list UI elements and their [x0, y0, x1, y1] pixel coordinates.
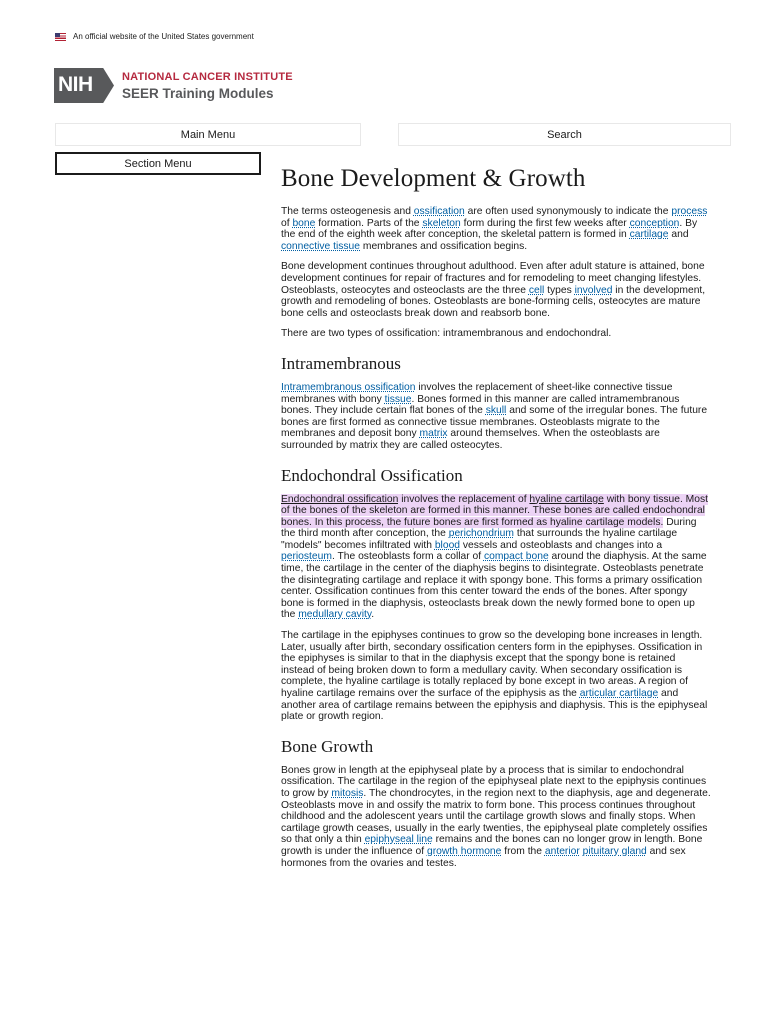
glossary-link-process[interactable]: process	[671, 206, 708, 217]
logo-product-name: SEER Training Modules	[122, 85, 274, 101]
paragraph-text: are often used synonymously to indicate the	[464, 206, 672, 217]
glossary-link-articular-cartilage[interactable]: articular cartilage	[579, 688, 659, 699]
section-menu-button[interactable]: Section Menu	[55, 152, 261, 175]
paragraph-text: membranes and ossification begins.	[360, 240, 528, 252]
glossary-link-cartilage[interactable]: cartilage	[629, 229, 669, 241]
paragraph-text: around the diaphysis. At the same time, the cartilage in the center of the diaphysis begins to disintegrate. Osteoblasts penetrate the disintegrating cartilage and replace it with spongy bone. This forms a primary ossification center. Ossification continues from this center toward the ends of the bones. After spongy bone is formed in the diaphysis, osteoclasts break down the newly formed bone to open up the	[281, 551, 707, 621]
glossary-link-epiphyseal-line[interactable]: epiphyseal line	[364, 834, 433, 846]
glossary-link-periosteum[interactable]: periosteum	[281, 551, 332, 563]
paragraph-text: from the	[501, 845, 545, 857]
paragraph-text: The terms osteogenesis and	[281, 206, 414, 217]
paragraph	[281, 261, 711, 319]
glossary-link-bone[interactable]: bone	[292, 217, 316, 229]
glossary-link-perichondrium[interactable]: perichondrium	[448, 528, 514, 540]
paragraph	[281, 494, 711, 622]
nih-logo-icon	[54, 68, 114, 103]
paragraph-text: . Bones formed in this manner are called intramembranous bones. They include certain flat bones of the	[281, 393, 680, 417]
glossary-link-matrix[interactable]: matrix	[419, 428, 448, 440]
paragraph-text: .	[371, 609, 375, 621]
content-sections	[281, 354, 711, 869]
section-heading-endochondral-ossification: Endochondral Ossification	[281, 465, 463, 485]
glossary-link-anterior[interactable]: anterior	[544, 845, 580, 857]
glossary-link-conception[interactable]: conception	[629, 217, 680, 229]
paragraph	[281, 382, 711, 452]
paragraph-text: . The chondrocytes, in the region next to the diaphysis, age and degenerate. Osteoblasts move in and ossify the matrix to form bone. This process continues throughout childhood and the adolescent years until the cartilage growth slows and finally stops. When cartilage growth ceases, usually in the early twenties, the epiphyseal plate completely ossifies so that only a thin	[281, 787, 711, 846]
paragraph-text: vessels and osteoblasts and changes into a	[460, 539, 663, 551]
paragraph	[281, 765, 711, 869]
nih-logo-text: NIH	[58, 73, 93, 96]
glossary-link-tissue[interactable]: tissue	[384, 393, 412, 405]
paragraph-text: formation. Parts of the	[315, 217, 423, 229]
paragraph-text: in the development, growth and remodeling of bones. Osteoblasts are bone-forming cells, osteocytes are mature bone cells and osteoclasts break down and reabsorb bone.	[281, 284, 706, 319]
paragraph-text: There are two types of ossification: intramembranous and endochondral.	[281, 328, 612, 340]
glossary-link-medullary-cavity[interactable]: medullary cavity	[298, 609, 372, 621]
glossary-link-ossification[interactable]: ossification	[413, 206, 465, 217]
gov-banner	[55, 32, 254, 41]
glossary-link-mitosis[interactable]: mitosis	[331, 787, 364, 799]
paragraph-text: involves the replacement of sheet-like connective tissue membranes with bony	[281, 381, 673, 405]
glossary-link-skull[interactable]: skull	[485, 405, 507, 417]
glossary-link-involved[interactable]: involved	[574, 284, 613, 296]
us-flag-icon	[55, 33, 66, 41]
paragraph-text: . By the end of the eighth week after conception, the skeletal pattern is formed in	[281, 217, 698, 241]
glossary-link-skeleton[interactable]: skeleton	[422, 217, 461, 229]
paragraph-text: and sex hormones from the ovaries and testes.	[281, 845, 686, 869]
glossary-link-compact-bone[interactable]: compact bone	[483, 551, 549, 563]
glossary-link-cell[interactable]: cell	[528, 284, 545, 296]
intro-paragraphs	[281, 206, 711, 340]
paragraph	[281, 328, 711, 340]
section-heading-intramembranous: Intramembranous	[281, 353, 401, 373]
paragraph-text: involves the replacement of	[398, 493, 530, 505]
paragraph-text: remains and the bones can no longer grow in length. Bone growth is under the influence of	[281, 834, 703, 857]
glossary-link-pituitary-gland[interactable]: pituitary gland	[582, 845, 647, 857]
search-button[interactable]: Search	[398, 123, 731, 146]
paragraph-text: types	[544, 284, 575, 296]
logo-words	[122, 71, 293, 101]
glossary-link-connective-tissue[interactable]: connective tissue	[281, 240, 360, 252]
paragraph-text: and another area of cartilage remains between the epiphysis and diaphysis. This is the epiphyseal plate or growth region.	[281, 688, 708, 723]
paragraph-text: . The osteoblasts form a collar of	[331, 551, 484, 563]
paragraph	[281, 630, 711, 723]
paragraph-text: Bone development continues throughout adulthood. Even after adult stature is attained, bone development continues for repair of fractures and for remodeling to meet changing lifestyles. Osteoblasts, osteocytes and osteoclasts are the three	[281, 261, 705, 296]
gov-banner-text: An official website of the United States government	[73, 32, 254, 41]
main-content	[281, 165, 711, 878]
glossary-link-intramembranous-ossification[interactable]: Intramembranous ossification	[281, 381, 416, 393]
site-logo[interactable]	[54, 68, 293, 103]
paragraph-text: around themselves. When the osteoblasts are surrounded by matrix they are called osteocytes.	[281, 428, 660, 451]
paragraph	[281, 206, 711, 252]
main-menu-button[interactable]: Main Menu	[55, 123, 361, 146]
glossary-link-blood[interactable]: blood	[434, 539, 461, 551]
paragraph-text: During the third month after conception, the	[281, 516, 697, 540]
paragraph-text: Bones grow in length at the epiphyseal plate by a process that is similar to endochondral ossification. The cartilage in the region of the epiphyseal plate next to the epiphysis continues to grow by	[281, 764, 707, 799]
paragraph-text: and	[668, 229, 689, 241]
paragraph-text: that surrounds the hyaline cartilage "models" becomes infiltrated with	[281, 528, 678, 551]
page-title: Bone Development & Growth	[281, 165, 586, 192]
paragraph-text: of	[281, 217, 293, 229]
paragraph-text: form during the first few weeks after	[460, 217, 630, 229]
glossary-link-endochondral-ossification[interactable]: Endochondral ossification	[281, 493, 399, 505]
paragraph-text: and some of the irregular bones. The future bones are first formed as connective tissue membranes. Osteoblasts migrate to the membranes and deposit bony	[281, 405, 708, 440]
glossary-link-growth-hormone[interactable]: growth hormone	[426, 845, 502, 857]
paragraph-text: with bony tissue. Most of the bones of the skeleton are formed in this manner. These bones are called endochondral bones. In this process, the future bones are first formed as hyaline cartilage models.	[281, 493, 708, 528]
paragraph-text: The cartilage in the epiphyses continues to grow so the developing bone increases in length. Later, usually after birth, secondary ossification centers form in the epiphyses. Ossification in the epiphyses is similar to that in the diaphysis except that the spongy bone is retained instead of being broken down to form a medullary cavity. When secondary ossification is complete, the hyaline cartilage is totally replaced by bone except in two areas. A region of hyaline cartilage remains over the surface of the epiphysis as the	[281, 630, 703, 699]
logo-org-name: NATIONAL CANCER INSTITUTE	[122, 70, 293, 83]
glossary-link-hyaline-cartilage[interactable]: hyaline cartilage	[529, 493, 604, 505]
section-heading-bone-growth: Bone Growth	[281, 736, 374, 756]
